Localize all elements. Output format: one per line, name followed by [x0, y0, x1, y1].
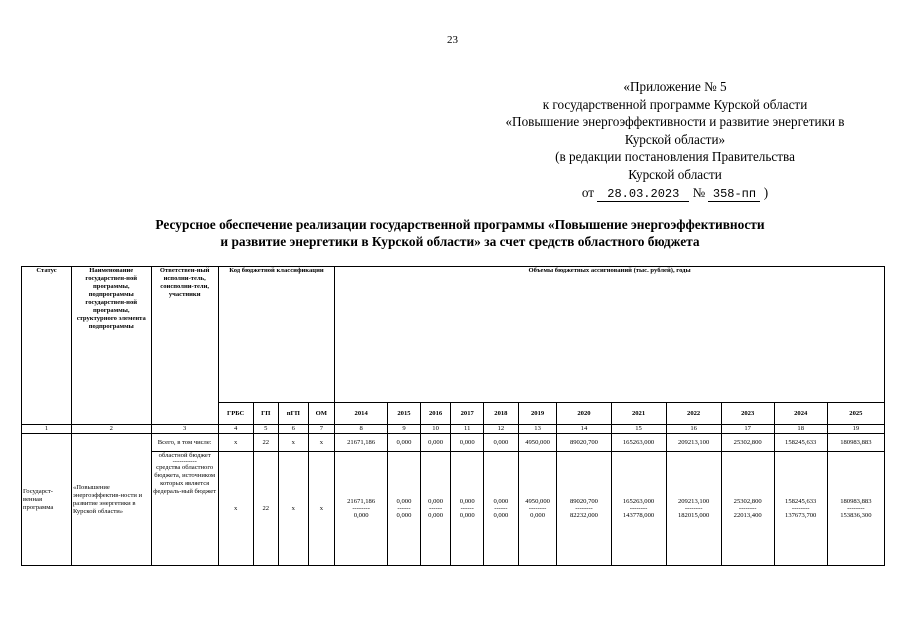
column-number: 8 — [335, 425, 388, 434]
column-number: 5 — [253, 425, 279, 434]
value-pair-cell — [666, 452, 721, 566]
column-number: 14 — [557, 425, 611, 434]
funding-source-cell — [151, 452, 218, 566]
bottom-value: 0,000 — [530, 511, 545, 519]
from-label: от — [581, 184, 594, 200]
year-header: 2017 — [451, 403, 484, 425]
divider: -------- — [575, 504, 593, 512]
appendix-line: (в редакции постановления Правительства — [555, 149, 795, 165]
top-value: 165263,000 — [622, 497, 655, 505]
om-value: x — [308, 434, 335, 452]
top-value: 158245,633 — [785, 497, 817, 505]
divider: -------- — [684, 504, 703, 512]
value-cell: 89020,700 — [557, 434, 611, 452]
divider: ----------- — [172, 458, 197, 465]
value-cell: 25302,800 — [721, 434, 774, 452]
bottom-value: 0,000 — [459, 511, 475, 519]
column-number: 11 — [451, 425, 484, 434]
value-pair-cell — [484, 452, 519, 566]
appendix-line: «Приложение № 5 — [623, 79, 727, 94]
year-header: 2018 — [484, 403, 519, 425]
decree-number: 358-пп — [708, 188, 760, 202]
appendix-date-line — [470, 184, 880, 202]
divider: -------- — [528, 504, 547, 512]
number-label: № — [692, 184, 706, 200]
decree-date: 28.03.2023 — [597, 188, 689, 202]
column-number: 13 — [518, 425, 557, 434]
header-volumes: Объемы бюджетных ассигнований (тыс. рублей), годы — [335, 267, 885, 403]
year-header: 2014 — [335, 403, 388, 425]
value-cell: 21671,186 — [335, 434, 388, 452]
value-pair-cell — [557, 452, 611, 566]
year-header: 2020 — [557, 403, 611, 425]
pgp-value: x — [279, 452, 309, 566]
federal-source-label: средства областного бюджета, источником которых является федераль-ный бюджет — [153, 464, 217, 495]
bottom-value: 22013,400 — [733, 511, 762, 519]
column-number: 2 — [71, 425, 151, 434]
column-number: 7 — [308, 425, 335, 434]
value-cell: 4950,000 — [518, 434, 557, 452]
appendix-line: Курской области — [628, 166, 722, 182]
header-status: Статус — [22, 267, 72, 425]
page-number: 23 — [447, 34, 458, 46]
value-pair-cell — [451, 452, 484, 566]
year-header: 2022 — [666, 403, 721, 425]
value-cell: 158245,633 — [774, 434, 827, 452]
header-budget-code: Код бюджетной классификации — [218, 267, 334, 403]
year-header: 2021 — [611, 403, 666, 425]
appendix-line: Курской области» — [624, 131, 726, 147]
year-header: 2025 — [827, 403, 884, 425]
closing-paren: ) — [763, 184, 769, 200]
column-number: 4 — [218, 425, 253, 434]
bottom-value: 0,000 — [493, 511, 509, 519]
divider: -------- — [738, 504, 757, 512]
om-value: x — [308, 452, 335, 566]
value-cell: 165263,000 — [611, 434, 666, 452]
gp-value: 22 — [253, 434, 279, 452]
top-value: 180983,883 — [840, 497, 872, 505]
column-number: 3 — [151, 425, 218, 434]
divider: -------- — [352, 504, 370, 512]
bottom-value: 153836,300 — [840, 511, 872, 519]
column-number: 12 — [484, 425, 519, 434]
divider: -------- — [847, 504, 865, 512]
grbs-value: x — [218, 434, 253, 452]
year-header: 2016 — [420, 403, 451, 425]
value-pair-cell — [721, 452, 774, 566]
divider: ------ — [460, 504, 474, 512]
value-pair-cell — [335, 452, 388, 566]
column-number: 6 — [279, 425, 309, 434]
value-cell: 180983,883 — [827, 434, 884, 452]
bottom-value: 82232,000 — [569, 511, 598, 519]
bottom-value: 182015,000 — [677, 511, 710, 519]
divider: ------ — [429, 504, 443, 512]
divider: ------ — [494, 504, 508, 512]
header-om: ОМ — [308, 403, 335, 425]
top-value: 89020,700 — [569, 497, 598, 505]
value-pair-cell — [420, 452, 451, 566]
value-pair-cell — [518, 452, 557, 566]
value-pair-cell — [774, 452, 827, 566]
grbs-value: x — [218, 452, 253, 566]
divider: -------- — [629, 504, 648, 512]
gp-value: 22 — [253, 452, 279, 566]
column-number: 9 — [388, 425, 421, 434]
column-number: 15 — [611, 425, 666, 434]
appendix-line: «Повышение энергоэффективности и развитие энергетики в — [505, 114, 845, 130]
bottom-value: 0,000 — [396, 511, 412, 519]
appendix-block — [470, 78, 880, 202]
column-number: 1 — [22, 425, 72, 434]
top-value: 0,000 — [493, 497, 509, 505]
document-title — [80, 216, 840, 250]
bottom-value: 137673,700 — [785, 511, 817, 519]
header-pgp: пГП — [279, 403, 309, 425]
column-number: 18 — [774, 425, 827, 434]
divider: -------- — [791, 504, 810, 512]
top-value: 209213,100 — [677, 497, 710, 505]
top-value: 0,000 — [428, 497, 444, 505]
regional-budget-label: областной бюджет — [158, 452, 211, 459]
bottom-value: 143778,000 — [622, 511, 655, 519]
value-pair-cell — [611, 452, 666, 566]
status-cell: Государст-венная программа — [22, 434, 72, 566]
program-name-cell: «Повышение энергоэффектив-ности и развитие энергетики в Курской области» — [71, 434, 151, 566]
bottom-value: 0,000 — [428, 511, 444, 519]
top-value: 21671,186 — [347, 497, 376, 505]
column-number: 19 — [827, 425, 884, 434]
year-header: 2015 — [388, 403, 421, 425]
appendix-line: к государственной программе Курской области — [542, 96, 808, 112]
divider: ------ — [397, 504, 411, 512]
value-cell: 209213,100 — [666, 434, 721, 452]
value-pair-cell — [388, 452, 421, 566]
header-responsible: Ответствен-ный исполни-тель, соисполни-тели, участники — [151, 267, 218, 425]
column-number: 16 — [666, 425, 721, 434]
column-number: 17 — [721, 425, 774, 434]
year-header: 2024 — [774, 403, 827, 425]
value-cell: 0,000 — [388, 434, 421, 452]
value-pair-cell — [827, 452, 884, 566]
header-grbs: ГРБС — [218, 403, 253, 425]
value-cell: 0,000 — [484, 434, 519, 452]
year-header: 2019 — [518, 403, 557, 425]
top-value: 4950,000 — [525, 497, 550, 505]
header-gp: ГП — [253, 403, 279, 425]
value-cell: 0,000 — [451, 434, 484, 452]
header-name: Наименование государствен-ной программы, подпрограммы государствен-ной программы, структурного элемента подпрограммы — [71, 267, 151, 425]
top-value: 0,000 — [459, 497, 475, 505]
total-label: Всего, в том числе: — [151, 434, 218, 452]
value-cell: 0,000 — [420, 434, 451, 452]
top-value: 0,000 — [396, 497, 412, 505]
title-line: Ресурсное обеспечение реализации государственной программы «Повышение энергоэффективности — [155, 217, 765, 232]
title-line: и развитие энергетики в Курской области» за счет средств областного бюджета — [220, 234, 700, 249]
top-value: 25302,800 — [733, 497, 762, 505]
resource-table — [21, 266, 885, 566]
pgp-value: x — [279, 434, 309, 452]
bottom-value: 0,000 — [353, 511, 369, 519]
column-number: 10 — [420, 425, 451, 434]
year-header: 2023 — [721, 403, 774, 425]
